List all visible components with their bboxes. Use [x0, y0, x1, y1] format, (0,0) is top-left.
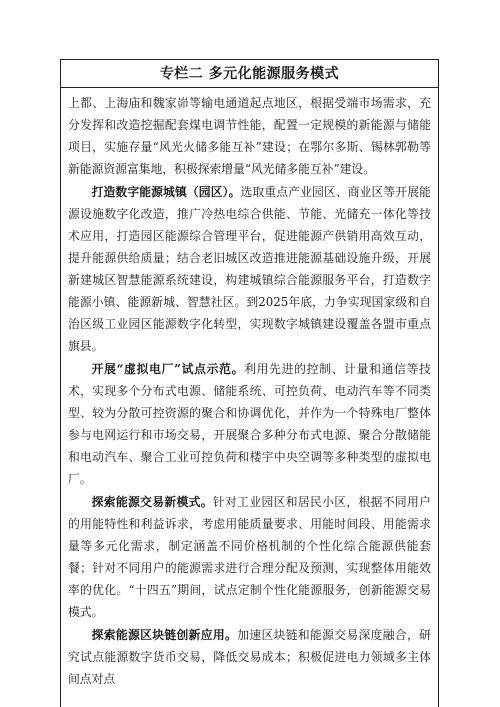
paragraph-3-lead: 开展“虚拟电厂”试点示范。 [91, 362, 245, 376]
paragraph-2-text: 选取重点产业园区、商业区等开展能源设施数字化改造，推广冷热电综合供能、节能、光储充一体化等技术应用，打造园区能源综合管理平台，促进能源产供销用高效互动，提升能源供给质量；结合老旧城区改造推进能源基础设施升级，开展新建城区智慧能源系统建设，构建城镇综合能源服务平台，打造数字能源小镇、能源新城、智慧社区。到2025年底，力争实现国家级和自治区级工业园区能源数字化转型，实现数字城镇建设覆盖各盟市重点旗县。 [68, 185, 431, 353]
paragraph-4 [68, 491, 431, 623]
paragraph-1-text: 上都、上海庙和魏家峁等输电通道起点地区，根据受端市场需求，充分发挥和改造挖掘配套煤电调节性能，配置一定规模的新能源与储能项目，实施存量“风光火储多能互补”建设；在鄂尔多斯、锡林郭勒等新能源资源富集地，积极探索增量“风光储多能互补”建设。 [68, 96, 431, 176]
paragraph-5-lead: 探索能源区块链创新应用。 [91, 628, 238, 642]
paragraph-5-text: 加速区块链和能源交易深度融合，研究试点能源数字货币交易，降低交易成本；积极促进电力领域多主体间点对点 [68, 628, 431, 686]
paragraph-4-text: 针对工业园区和居民小区，根据不同用户的用能特性和利益诉求，考虑用能质量要求、用能时间段、用能需求量等多元化需求，制定涵盖不同价格机制的个性化综合能源供能套餐；针对不同用户的能源需求进行合理分配及预测，实现整体用能效率的优化。“十四五”期间，试点定制个性化能源服务，创新能源交易模式。 [68, 495, 431, 619]
paragraph-5 [68, 624, 431, 690]
paragraph-1 [68, 92, 431, 180]
paragraph-4-lead: 探索能源交易新模式。 [91, 495, 213, 509]
column-title: 专栏二 多元化能源服务模式 [61, 60, 438, 88]
paragraph-3 [68, 358, 431, 490]
column-box [60, 59, 439, 707]
paragraph-2-lead: 打造数字能源城镇（园区）。 [91, 185, 241, 199]
column-body [61, 88, 438, 690]
paragraph-3-text: 利用先进的控制、计量和通信等技术，实现多个分布式电源、储能系统、可控负荷、电动汽车等不同类型、较为分散可控资源的聚合和协调优化，并作为一个特殊电厂整体参与电网运行和市场交易，开展聚合多种分布式电源、聚合分散储能和电动汽车、聚合工业可控负荷和楼宇中央空调等多种类型的虚拟电厂。 [68, 362, 431, 486]
paragraph-2 [68, 181, 431, 357]
